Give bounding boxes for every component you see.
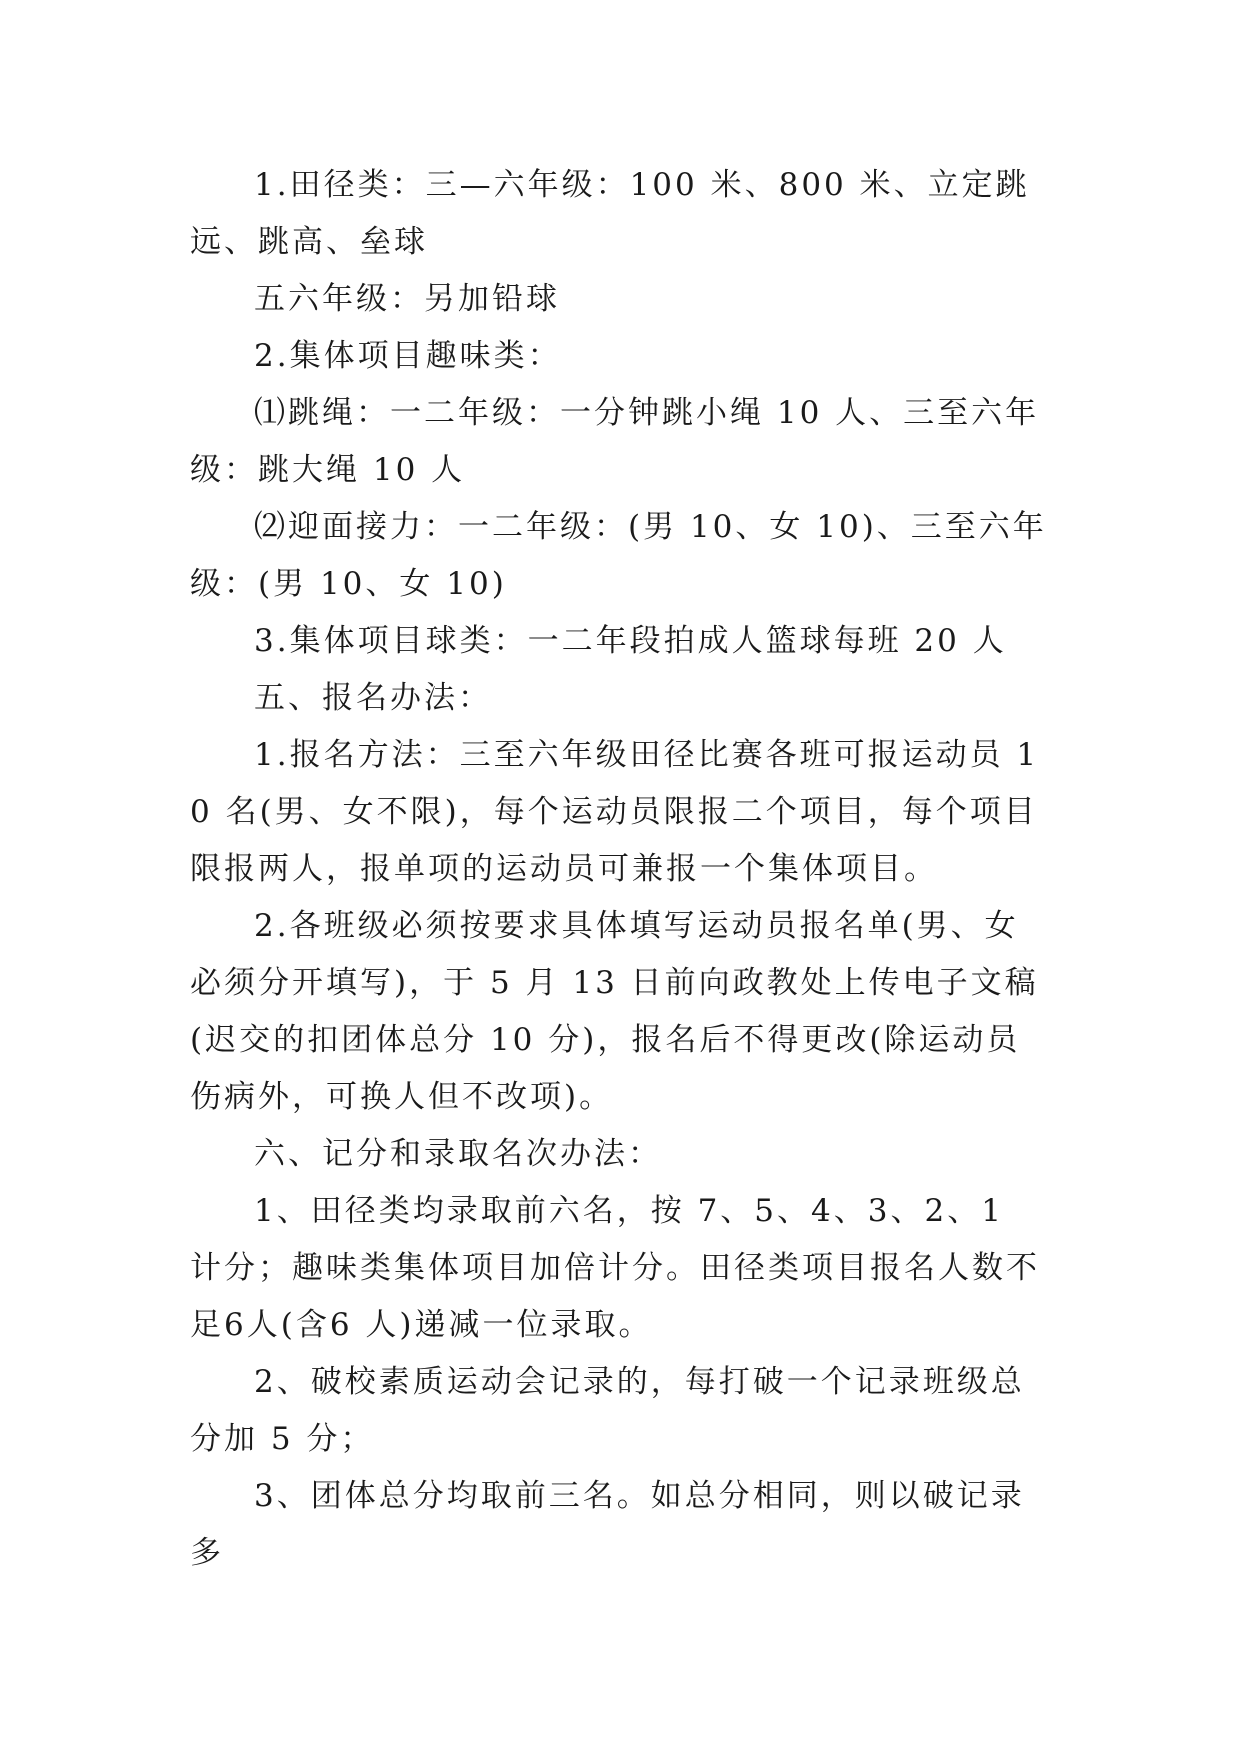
paragraph-registration-method: 1.报名方法：三至六年级田径比赛各班可报运动员 10 名(男、女不限)，每个运动员限报二个项目，每个项目限报两人，报单项的运动员可兼报一个集体项目。 xyxy=(190,737,1040,887)
paragraph-scoring-rule-1: 1、田径类均录取前六名，按 7、5、4、3、2、1 计分；趣味类集体项目加倍计分。田径类项目报名人数不足6人(含6 人)递减一位录取。 xyxy=(190,1193,1040,1343)
paragraph-rope-skipping: ⑴跳绳：一二年级：一分钟跳小绳 10 人、三至六年级：跳大绳 10 人 xyxy=(190,395,1040,488)
section-heading-registration: 五、报名办法： xyxy=(254,680,492,716)
paragraph-scoring-rule-3: 3、团体总分均取前三名。如总分相同，则以破记录多 xyxy=(190,1478,1025,1571)
section-heading-scoring: 六、记分和录取名次办法： xyxy=(254,1136,662,1172)
paragraph-ball-events: 3.集体项目球类：一二年段拍成人篮球每班 20 人 xyxy=(254,623,1007,659)
paragraph-relay: ⑵迎面接力：一二年级：(男 10、女 10)、三至六年级：(男 10、女 10) xyxy=(190,509,1047,602)
paragraph-track-events: 1.田径类：三—六年级：100 米、800 米、立定跳远、跳高、垒球 xyxy=(190,167,1030,260)
paragraph-grade-five-six: 五六年级：另加铅球 xyxy=(254,281,560,317)
paragraph-registration-form: 2.各班级必须按要求具体填写运动员报名单(男、女必须分开填写)，于 5 月 13 日前向政教处上传电子文稿(迟交的扣团体总分 10 分)，报名后不得更改(除运动员伤病外，可换人但不改项)。 xyxy=(190,908,1039,1115)
document-body xyxy=(190,157,1050,1582)
paragraph-group-fun-events: 2.集体项目趣味类： xyxy=(254,338,562,374)
paragraph-scoring-rule-2: 2、破校素质运动会记录的，每打破一个记录班级总分加 5 分； xyxy=(190,1364,1025,1457)
